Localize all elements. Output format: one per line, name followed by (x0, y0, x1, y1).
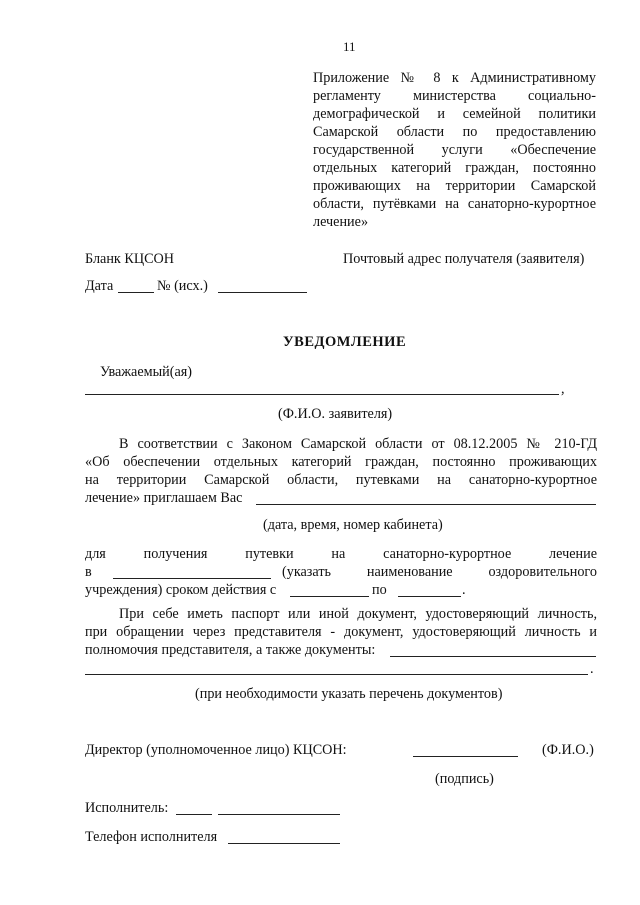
paragraph-line: (указать наименование оздоровительного (282, 564, 597, 580)
executor-label: Исполнитель: (85, 800, 169, 816)
paragraph-line: полномочия представителя, а также документы: (85, 642, 376, 658)
valid-from-field[interactable] (290, 596, 369, 597)
fio-caption: (Ф.И.О. заявителя) (278, 406, 393, 422)
paragraph-line: . (462, 582, 466, 598)
appendix-line: демографической и семейной политики (313, 106, 596, 122)
page-number: 11 (343, 39, 356, 54)
executor-field-part2[interactable] (218, 814, 340, 815)
appendix-line: области, путёвками на санаторно-курортное (313, 196, 596, 212)
phone-label: Телефон исполнителя (85, 829, 218, 845)
appendix-line: Приложение № 8 к Административному (313, 70, 596, 86)
executor-field-part1[interactable] (176, 814, 212, 815)
paragraph-line: для получения путевки на санаторно-курортное лечение (85, 546, 597, 562)
document-title: УВЕДОМЛЕНИЕ (283, 334, 407, 350)
datetime-field[interactable] (256, 504, 596, 505)
date-field[interactable] (118, 292, 154, 293)
valid-to-field[interactable] (398, 596, 461, 597)
institution-field[interactable] (113, 578, 271, 579)
datetime-caption: (дата, время, номер кабинета) (263, 517, 443, 533)
appendix-line: отдельных категорий граждан, постоянно (313, 160, 596, 176)
paragraph-line: лечение» приглашаем Вас (85, 490, 243, 506)
documents-field-part2[interactable] (85, 674, 588, 675)
appendix-line: Самарской области по предоставлению (313, 124, 596, 140)
paragraph-line: В соответствии с Законом Самарской области от 08.12.2005 № 210-ГД (119, 436, 597, 452)
postal-address-label: Почтовый адрес получателя (заявителя) (343, 251, 585, 267)
documents-caption: (при необходимости указать перечень документов) (195, 686, 503, 702)
appendix-line: лечение» (313, 214, 369, 230)
paragraph-line: «Об обеспечении отдельных категорий граждан, постоянно проживающих (85, 454, 597, 470)
greeting: Уважаемый(ая) (100, 364, 193, 380)
signature-caption: (подпись) (435, 771, 494, 787)
appendix-line: регламенту министерства социально- (313, 88, 596, 104)
date-label: Дата (85, 278, 114, 294)
number-label: № (исх.) (157, 278, 208, 294)
paragraph-line: при обращении через представителя - документ, удостоверяющий личность и (85, 624, 597, 640)
paragraph-line: При себе иметь паспорт или иной документ, удостоверяющий личность, (119, 606, 597, 622)
number-field[interactable] (218, 292, 307, 293)
paragraph-line: учреждения) сроком действия с (85, 582, 277, 598)
appendix-line: государственной услуги «Обеспечение (313, 142, 596, 158)
blank-label: Бланк КЦСОН (85, 251, 175, 267)
phone-field[interactable] (228, 843, 340, 844)
paragraph-line: . (590, 661, 594, 677)
paragraph-line: по (372, 582, 387, 598)
director-label: Директор (уполномоченное лицо) КЦСОН: (85, 742, 347, 758)
paragraph-line: в (85, 564, 92, 580)
documents-field-part1[interactable] (390, 656, 596, 657)
applicant-name-field[interactable] (85, 394, 559, 395)
signature-field[interactable] (413, 756, 518, 757)
greeting-comma: , (561, 381, 565, 397)
paragraph-line: на территории Самарской области, путевками на санаторно-курортное (85, 472, 597, 488)
appendix-line: проживающих на территории Самарской (313, 178, 596, 194)
director-fio-label: (Ф.И.О.) (542, 742, 594, 758)
